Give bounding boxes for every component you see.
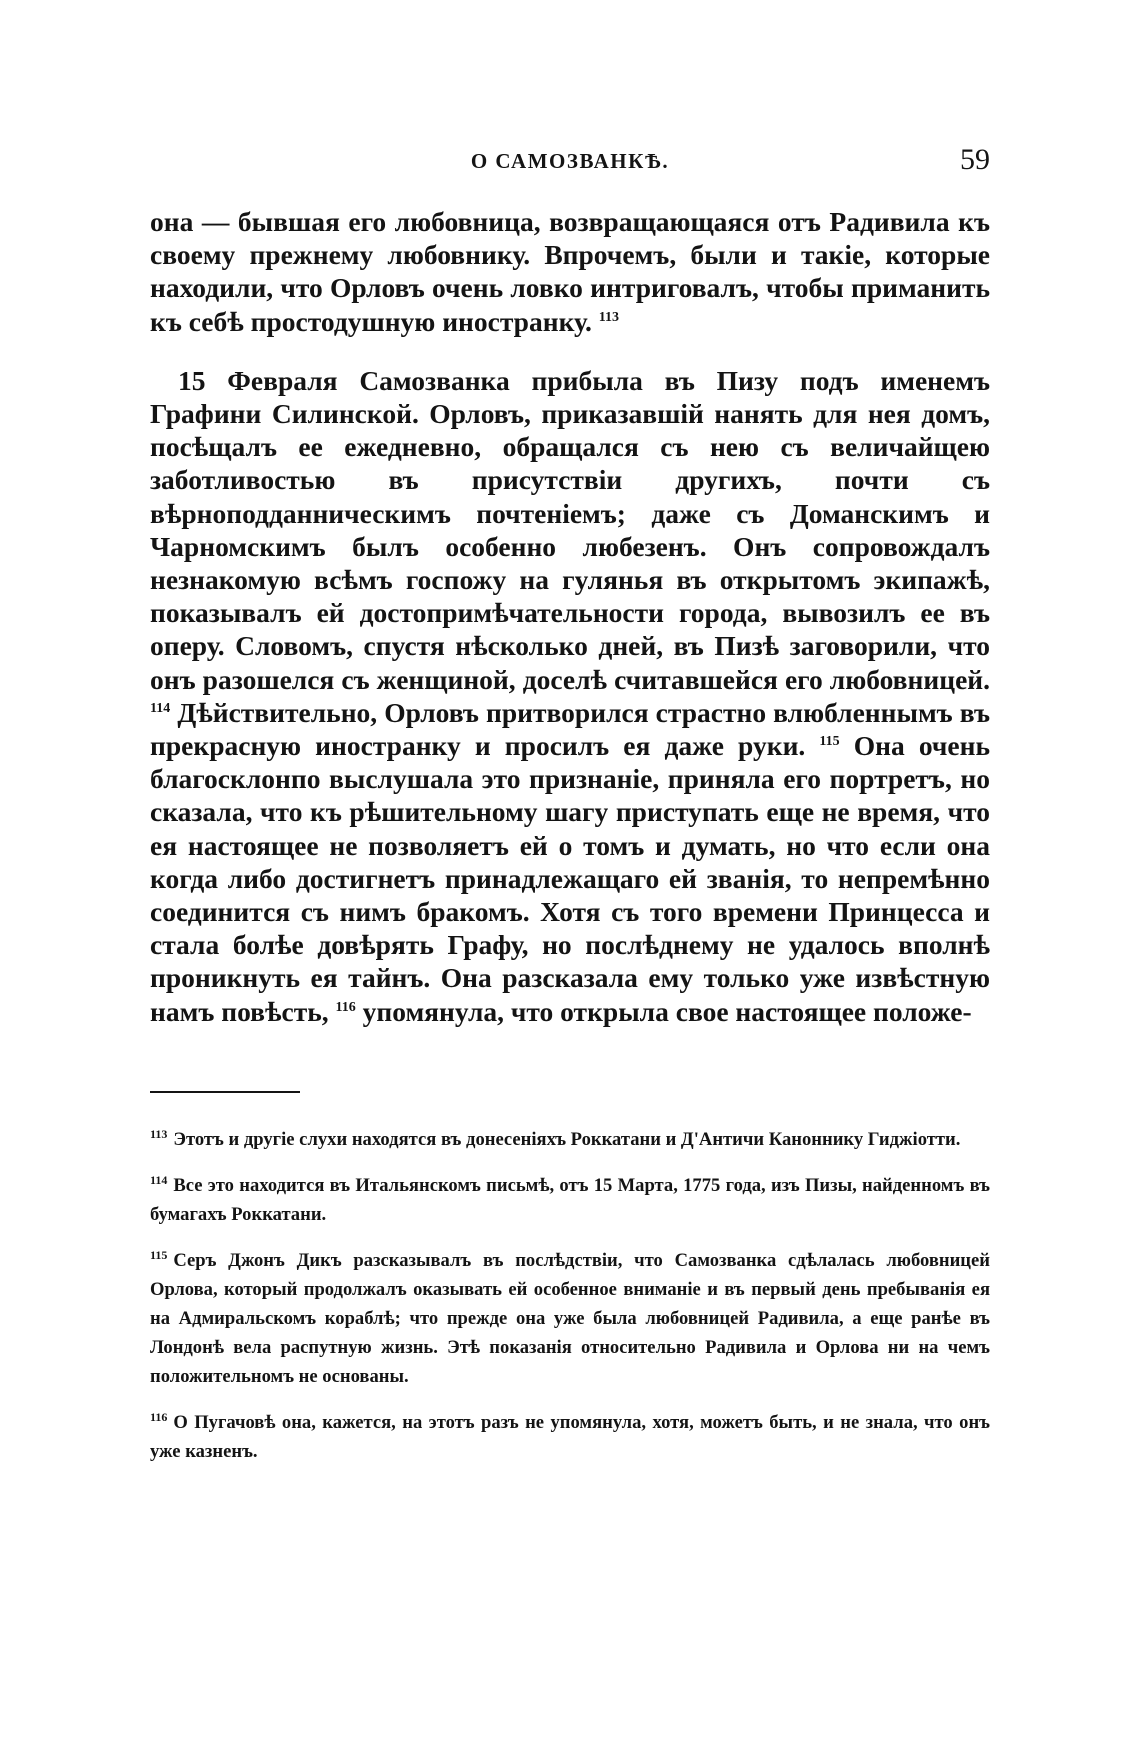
footnotes (150, 1125, 990, 1483)
footnote-mark: 113 (150, 1126, 168, 1141)
footnote-divider (150, 1091, 300, 1093)
footnote-114 (150, 1171, 990, 1229)
footnote-116 (150, 1408, 990, 1466)
footnote-text: О Пугачовѣ она, кажется, на этотъ разъ не упомянула, хотя, можетъ быть, и не знала, что онъ уже казненъ. (150, 1412, 990, 1462)
paragraph-text: она — бывшая его любовница, возвращающаяся отъ Радивила къ своему прежнему любовнику. Впрочемъ, были и такіе, которые находили, что Орловъ очень ловко интриговалъ, чтобы приманить къ себѣ простодушную иностранку. (150, 206, 990, 337)
running-head (150, 143, 990, 183)
paragraph-text: Она очень благосклонпо выслушала это признаніе, приняла его портретъ, но сказала, что къ рѣшительному шагу приступать еще не время, что ея настоящее не позволяетъ ей о томъ и думать, но что если она когда либо достигнетъ принадлежащаго ей званія, то непремѣнно соединится съ нимъ бракомъ. Хотя съ того времени Принцесса и стала болѣе довѣрять Графу, но послѣднему не удалось вполнѣ проникнуть ея тайнъ. Она разсказала ему только уже извѣстную намъ повѣсть, (150, 730, 990, 1027)
footnote-115 (150, 1246, 990, 1391)
paragraph-february (150, 364, 990, 1028)
paragraph-continued (150, 205, 990, 338)
footnote-ref-116: 116 (335, 999, 356, 1015)
footnote-mark: 116 (150, 1409, 168, 1424)
main-text (150, 205, 990, 1028)
footnote-mark: 115 (150, 1247, 168, 1262)
footnote-mark: 114 (150, 1172, 168, 1187)
page-number: 59 (960, 143, 990, 176)
paragraph-text: упомянула, что открыла свое настоящее положе- (362, 995, 972, 1027)
footnote-ref-115: 115 (819, 733, 840, 749)
footnote-text: Серъ Джонъ Дикъ разсказывалъ въ послѣдствіи, что Самозванка сдѣлалась любовницей Орлова, который продолжалъ оказывать ей особенное вниманіе и въ первый день пребыванія ея на Адмиральскомъ кораблѣ; что прежде она уже была любовницей Радивила, а еще ранѣе въ Лондонѣ вела распутную жизнь. Этѣ показанія относительно Радивила и Орлова ни на чемъ положительномъ не основаны. (150, 1250, 990, 1387)
paragraph-text: Дѣйствительно, Орловъ притворился страстно влюбленнымъ въ прекрасную иностранку и просилъ ея даже руки. (150, 696, 990, 762)
footnote-text: Этотъ и другіе слухи находятся въ донесеніяхъ Роккатани и Д'Античи Каноннику Гиджіотти. (173, 1129, 961, 1150)
footnote-ref-114: 114 (150, 700, 171, 716)
footnote-113 (150, 1125, 990, 1154)
running-title: О САМОЗВАНКѢ. (470, 149, 670, 173)
paragraph-text: 15 Февраля Самозванка прибыла въ Пизу подъ именемъ Графини Силинской. Орловъ, приказавшій нанять для нея домъ, посѣщалъ ее ежедневно, обращался съ нею съ величайщею заботливостью въ присутствіи другихъ, почти съ вѣрноподданническимъ почтеніемъ; даже съ Доманскимъ и Чарномскимъ былъ особенно любезенъ. Онъ сопровождалъ незнакомую всѣмъ госпожу на гулянья въ открытомъ экипажѣ, показывалъ ей достопримѣчательности города, вывозилъ ее въ оперу. Словомъ, спустя нѣсколько дней, въ Пизѣ заговорили, что онъ разошелся съ женщиной, доселѣ считавшейся его любовницей. (150, 364, 990, 695)
footnote-ref-113: 113 (598, 309, 620, 325)
footnote-text: Все это находится въ Итальянскомъ письмѣ, отъ 15 Марта, 1775 года, изъ Пизы, найденномъ въ бумагахъ Роккатани. (150, 1175, 990, 1225)
